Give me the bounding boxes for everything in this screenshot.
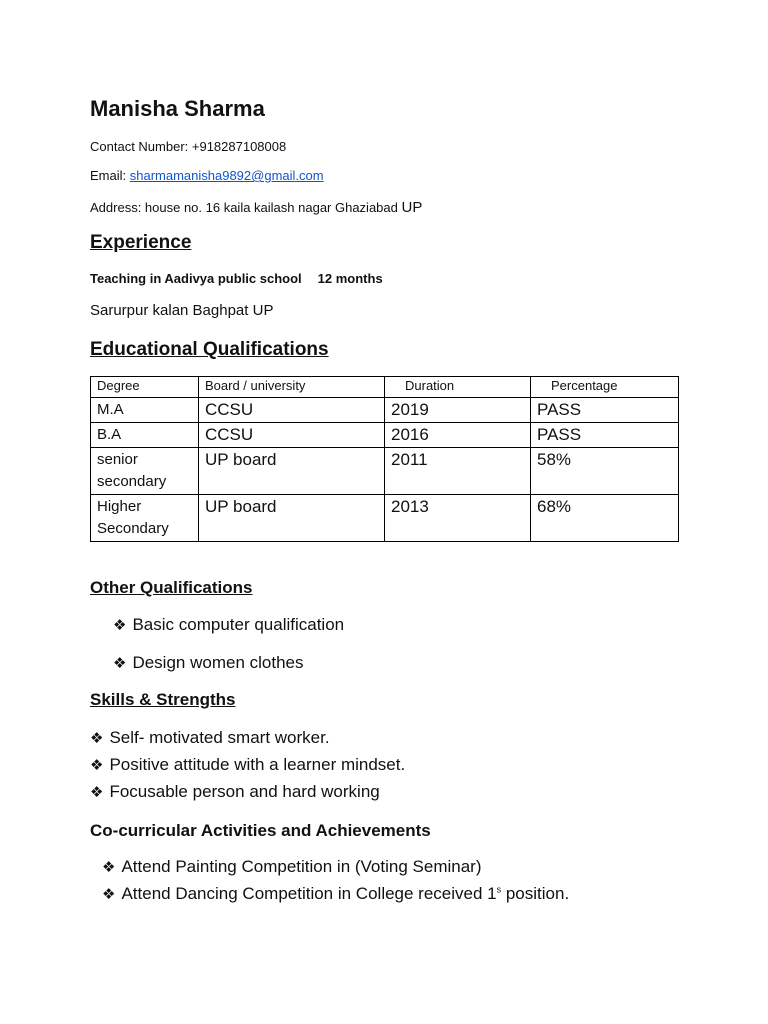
experience-role-line [90, 271, 383, 286]
contact-number-line [90, 139, 286, 154]
table-header-row [91, 377, 679, 398]
degree-cell: B.A [91, 423, 199, 448]
table-row [91, 448, 679, 495]
list-item [90, 782, 380, 802]
column-header-duration: Duration [385, 377, 531, 398]
contact-label: Contact Number: [90, 139, 192, 154]
list-item [113, 615, 344, 635]
degree-line-2: secondary [97, 473, 167, 490]
bullet-diamond-icon: ❖ [90, 783, 104, 801]
degree-line-2: Secondary [97, 520, 169, 537]
list-item-text: Focusable person and hard working [109, 782, 380, 801]
year-cell: 2016 [385, 423, 531, 448]
skills-heading: Skills & Strengths [90, 690, 236, 709]
experience-heading: Experience [90, 232, 192, 253]
experience-role: Teaching in Aadivya public school [90, 271, 302, 286]
degree-cell [91, 495, 199, 542]
education-table [90, 376, 679, 542]
result-cell: PASS [531, 398, 679, 423]
board-cell: UP board [199, 448, 385, 495]
list-item [113, 653, 303, 673]
year-cell: 2011 [385, 448, 531, 495]
address-line [90, 199, 422, 216]
result-cell: 68% [531, 495, 679, 542]
experience-duration: 12 months [317, 271, 383, 286]
list-item-text: Attend Dancing Competition in College received 1 [121, 884, 497, 903]
board-cell: UP board [199, 495, 385, 542]
board-cell: CCSU [199, 398, 385, 423]
year-cell: 2013 [385, 495, 531, 542]
list-item-text: Design women clothes [132, 653, 304, 672]
address-label: Address: house no. 16 kaila kailash nagar Ghaziabad [90, 200, 402, 215]
list-item [102, 857, 481, 877]
degree-line-1: senior [97, 451, 138, 468]
board-cell: CCSU [199, 423, 385, 448]
list-item-text: Self- motivated smart worker. [109, 728, 330, 747]
bullet-diamond-icon: ❖ [113, 654, 127, 672]
contact-number: +918287108008 [191, 139, 287, 154]
column-header-board: Board / university [199, 377, 385, 398]
bullet-diamond-icon: ❖ [113, 616, 127, 634]
list-item [102, 884, 569, 904]
list-item [90, 728, 330, 748]
experience-location: Sarurpur kalan Baghpat UP [90, 302, 274, 319]
bullet-diamond-icon: ❖ [90, 756, 104, 774]
address-state: UP [401, 199, 423, 216]
result-cell: PASS [531, 423, 679, 448]
list-item [90, 755, 405, 775]
list-item-text: Attend Painting Competition in (Voting Seminar) [121, 857, 482, 876]
column-header-percentage: Percentage [531, 377, 679, 398]
activities-heading: Co-curricular Activities and Achievements [90, 821, 431, 840]
candidate-name: Manisha Sharma [90, 96, 265, 121]
bullet-diamond-icon: ❖ [90, 729, 104, 747]
degree-line-1: Higher [97, 498, 142, 515]
list-item-text: Positive attitude with a learner mindset. [109, 755, 406, 774]
email-label: Email: [90, 168, 130, 183]
bullet-diamond-icon: ❖ [102, 858, 116, 876]
result-cell: 58% [531, 448, 679, 495]
other-qualifications-heading: Other Qualifications [90, 578, 253, 597]
email-link[interactable]: sharmamanisha9892@gmail.com [129, 168, 324, 183]
list-item-text-end: position. [501, 884, 570, 903]
table-row [91, 423, 679, 448]
ordinal-superscript: s [496, 884, 502, 895]
table-row [91, 398, 679, 423]
year-cell: 2019 [385, 398, 531, 423]
education-heading: Educational Qualifications [90, 339, 329, 360]
table-row [91, 495, 679, 542]
degree-cell: M.A [91, 398, 199, 423]
email-line [90, 168, 324, 183]
bullet-diamond-icon: ❖ [102, 885, 116, 903]
list-item-text: Basic computer qualification [132, 615, 345, 634]
degree-cell [91, 448, 199, 495]
column-header-degree: Degree [91, 377, 199, 398]
